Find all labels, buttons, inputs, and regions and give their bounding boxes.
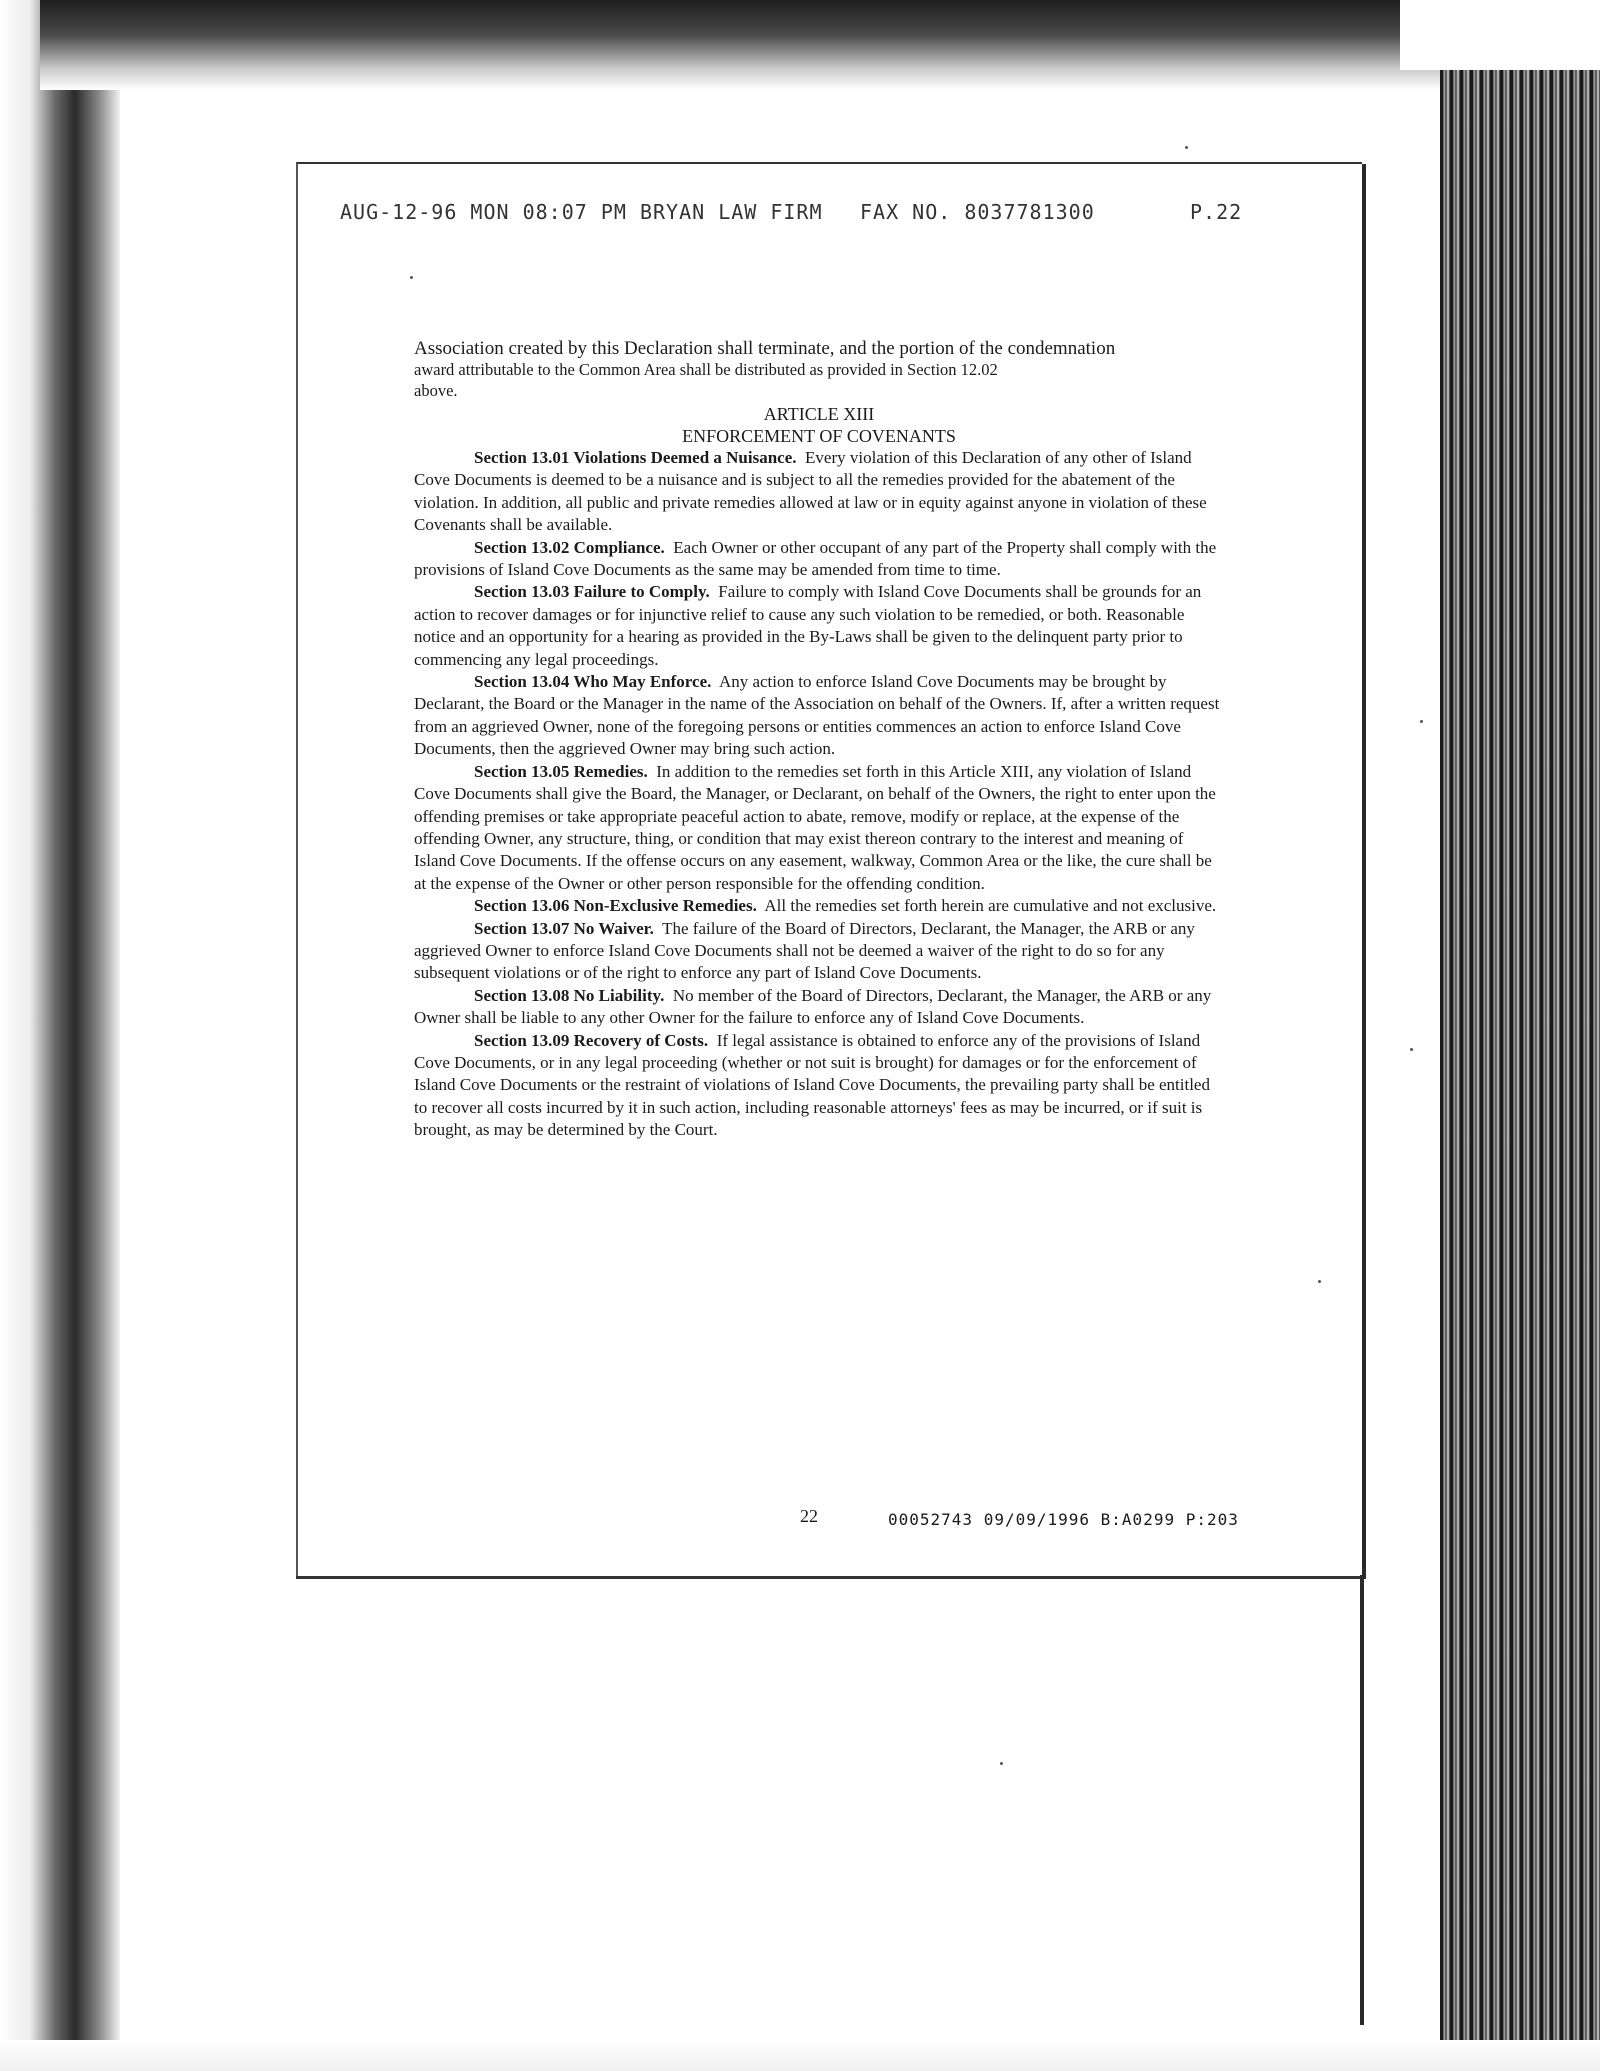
section-label: Section 13.07 No Waiver.: [474, 918, 654, 938]
section-label: Section 13.05 Remedies.: [474, 761, 648, 781]
intro-line: Association created by this Declaration shall terminate, and the portion of the condemnation: [414, 338, 1116, 359]
section-13-07: [414, 918, 1224, 985]
section-label: Section 13.06 Non-Exclusive Remedies.: [474, 896, 757, 916]
section-13-03: [414, 581, 1224, 671]
section-13-09: [414, 1030, 1224, 1142]
article-title: ENFORCEMENT OF COVENANTS: [682, 426, 956, 446]
article-number: ARTICLE XIII: [763, 404, 875, 424]
section-13-01: [414, 447, 1224, 537]
section-13-08: [414, 985, 1224, 1030]
section-text: If legal assistance is obtained to enforce any of the provisions of Island Cove Documents, or in any legal proceeding (whether or not suit is brought) for damages or for the enforcement of Island Cove Documents or the restraint of violations of Island Cove Documents, the prevailing party shall be entitled to recover all costs incurred by it in such action, including reasonable attorneys' fees as may be incurred, or if suit is brought, as may be determined by the Court.: [414, 1030, 1210, 1140]
section-13-06: [414, 895, 1224, 917]
fax-page-frame-right: [1362, 164, 1366, 1579]
scan-right-edge-top: [1400, 0, 1600, 70]
section-label: Section 13.03 Failure to Comply.: [474, 582, 710, 602]
section-label: Section 13.04 Who May Enforce.: [474, 672, 712, 692]
scan-lower-right-rule: [1360, 1575, 1364, 2025]
section-text: Failure to comply with Island Cove Documents shall be grounds for an action to recover damages or for injunctive relief to cause any such violation to be remedied, or both. Reasonable notice and an opportunity for a hearing as provided in the By-Laws shall be given to the delinquent party prior to commencing any legal proceedings.: [414, 582, 1202, 669]
scan-speck: [1318, 1280, 1321, 1283]
scan-speck: [1420, 720, 1423, 723]
scan-speck: [1185, 146, 1188, 149]
section-text: The failure of the Board of Directors, Declarant, the Manager, the ARB or any aggrieved Owner to enforce Island Cove Documents shall not be deemed a waiver of the right to do so for any subsequent violations or of the right to enforce any part of Island Cove Documents.: [414, 918, 1195, 983]
article-heading: [414, 403, 1224, 447]
fax-header-number: FAX NO. 8037781300: [860, 200, 1095, 224]
page-number: 22: [800, 1506, 818, 1526]
intro-line: above.: [414, 381, 458, 400]
scan-left-edge: [0, 0, 120, 2071]
section-13-02: [414, 537, 1224, 582]
section-text: No member of the Board of Directors, Declarant, the Manager, the ARB or any Owner shall be liable to any other Owner for the failure to enforce any of Island Cove Documents.: [414, 985, 1212, 1028]
fax-header: [340, 200, 1243, 224]
fax-header-sender: AUG-12-96 MON 08:07 PM BRYAN LAW FIRM: [340, 200, 823, 224]
section-label: Section 13.09 Recovery of Costs.: [474, 1030, 709, 1050]
section-label: Section 13.02 Compliance.: [474, 537, 665, 557]
scan-top-shadow: [40, 0, 1460, 90]
intro-paragraph: [414, 338, 1224, 401]
section-text: All the remedies set forth herein are cumulative and not exclusive.: [764, 896, 1217, 916]
scan-speck: [1000, 1762, 1003, 1765]
section-label: Section 13.01 Violations Deemed a Nuisance.: [474, 448, 797, 467]
intro-line: award attributable to the Common Area shall be distributed as provided in Section 12.02: [414, 360, 998, 379]
scan-speck: [410, 276, 413, 279]
section-13-04: [414, 671, 1224, 761]
section-text: In addition to the remedies set forth in this Article XIII, any violation of Island Cove Documents shall give the Board, the Manager, or Declarant, on behalf of the Owners, the right to enter upon the offending premises or take appropriate peaceful action to abate, remove, modify or replace, at the expense of the offending Owner, any structure, thing, or condition that may exist thereon contrary to the interest and meaning of Island Cove Documents. If the offense occurs on any easement, walkway, Common Area or the like, the cure shall be at the expense of the Owner or other person responsible for the offending condition.: [414, 761, 1216, 893]
page-footer: [800, 1506, 1360, 1530]
section-text: Any action to enforce Island Cove Documents may be brought by Declarant, the Board or the Manager in the name of the Association on behalf of the Owners. If, after a written request from an aggrieved Owner, none of the foregoing persons or entities commences an action to enforce Island Cove Documents, then the aggrieved Owner may bring such action.: [414, 672, 1220, 759]
section-text: Each Owner or other occupant of any part of the Property shall comply with the provisions of Island Cove Documents as the same may be amended from time to time.: [414, 537, 1217, 580]
fax-page-bottom-rule: [296, 1576, 1364, 1579]
section-text: Every violation of this Declaration of any other of Island Cove Documents is deemed to be a nuisance and is subject to all the remedies provided for the abatement of the violation. In addition, all public and private remedies allowed at law or in equity against anyone in violation of these Covenants shall be available.: [414, 448, 1207, 535]
section-13-05: [414, 761, 1224, 895]
scan-right-edge: [1440, 0, 1600, 2071]
fax-header-page: P.22: [1190, 200, 1243, 224]
document-body: [414, 338, 1224, 1142]
recording-stamp: 00052743 09/09/1996 B:A0299 P:203: [888, 1510, 1239, 1529]
scan-bottom-strip: [0, 2040, 1600, 2071]
scan-speck: [1410, 1048, 1413, 1051]
section-label: Section 13.08 No Liability.: [474, 985, 665, 1005]
